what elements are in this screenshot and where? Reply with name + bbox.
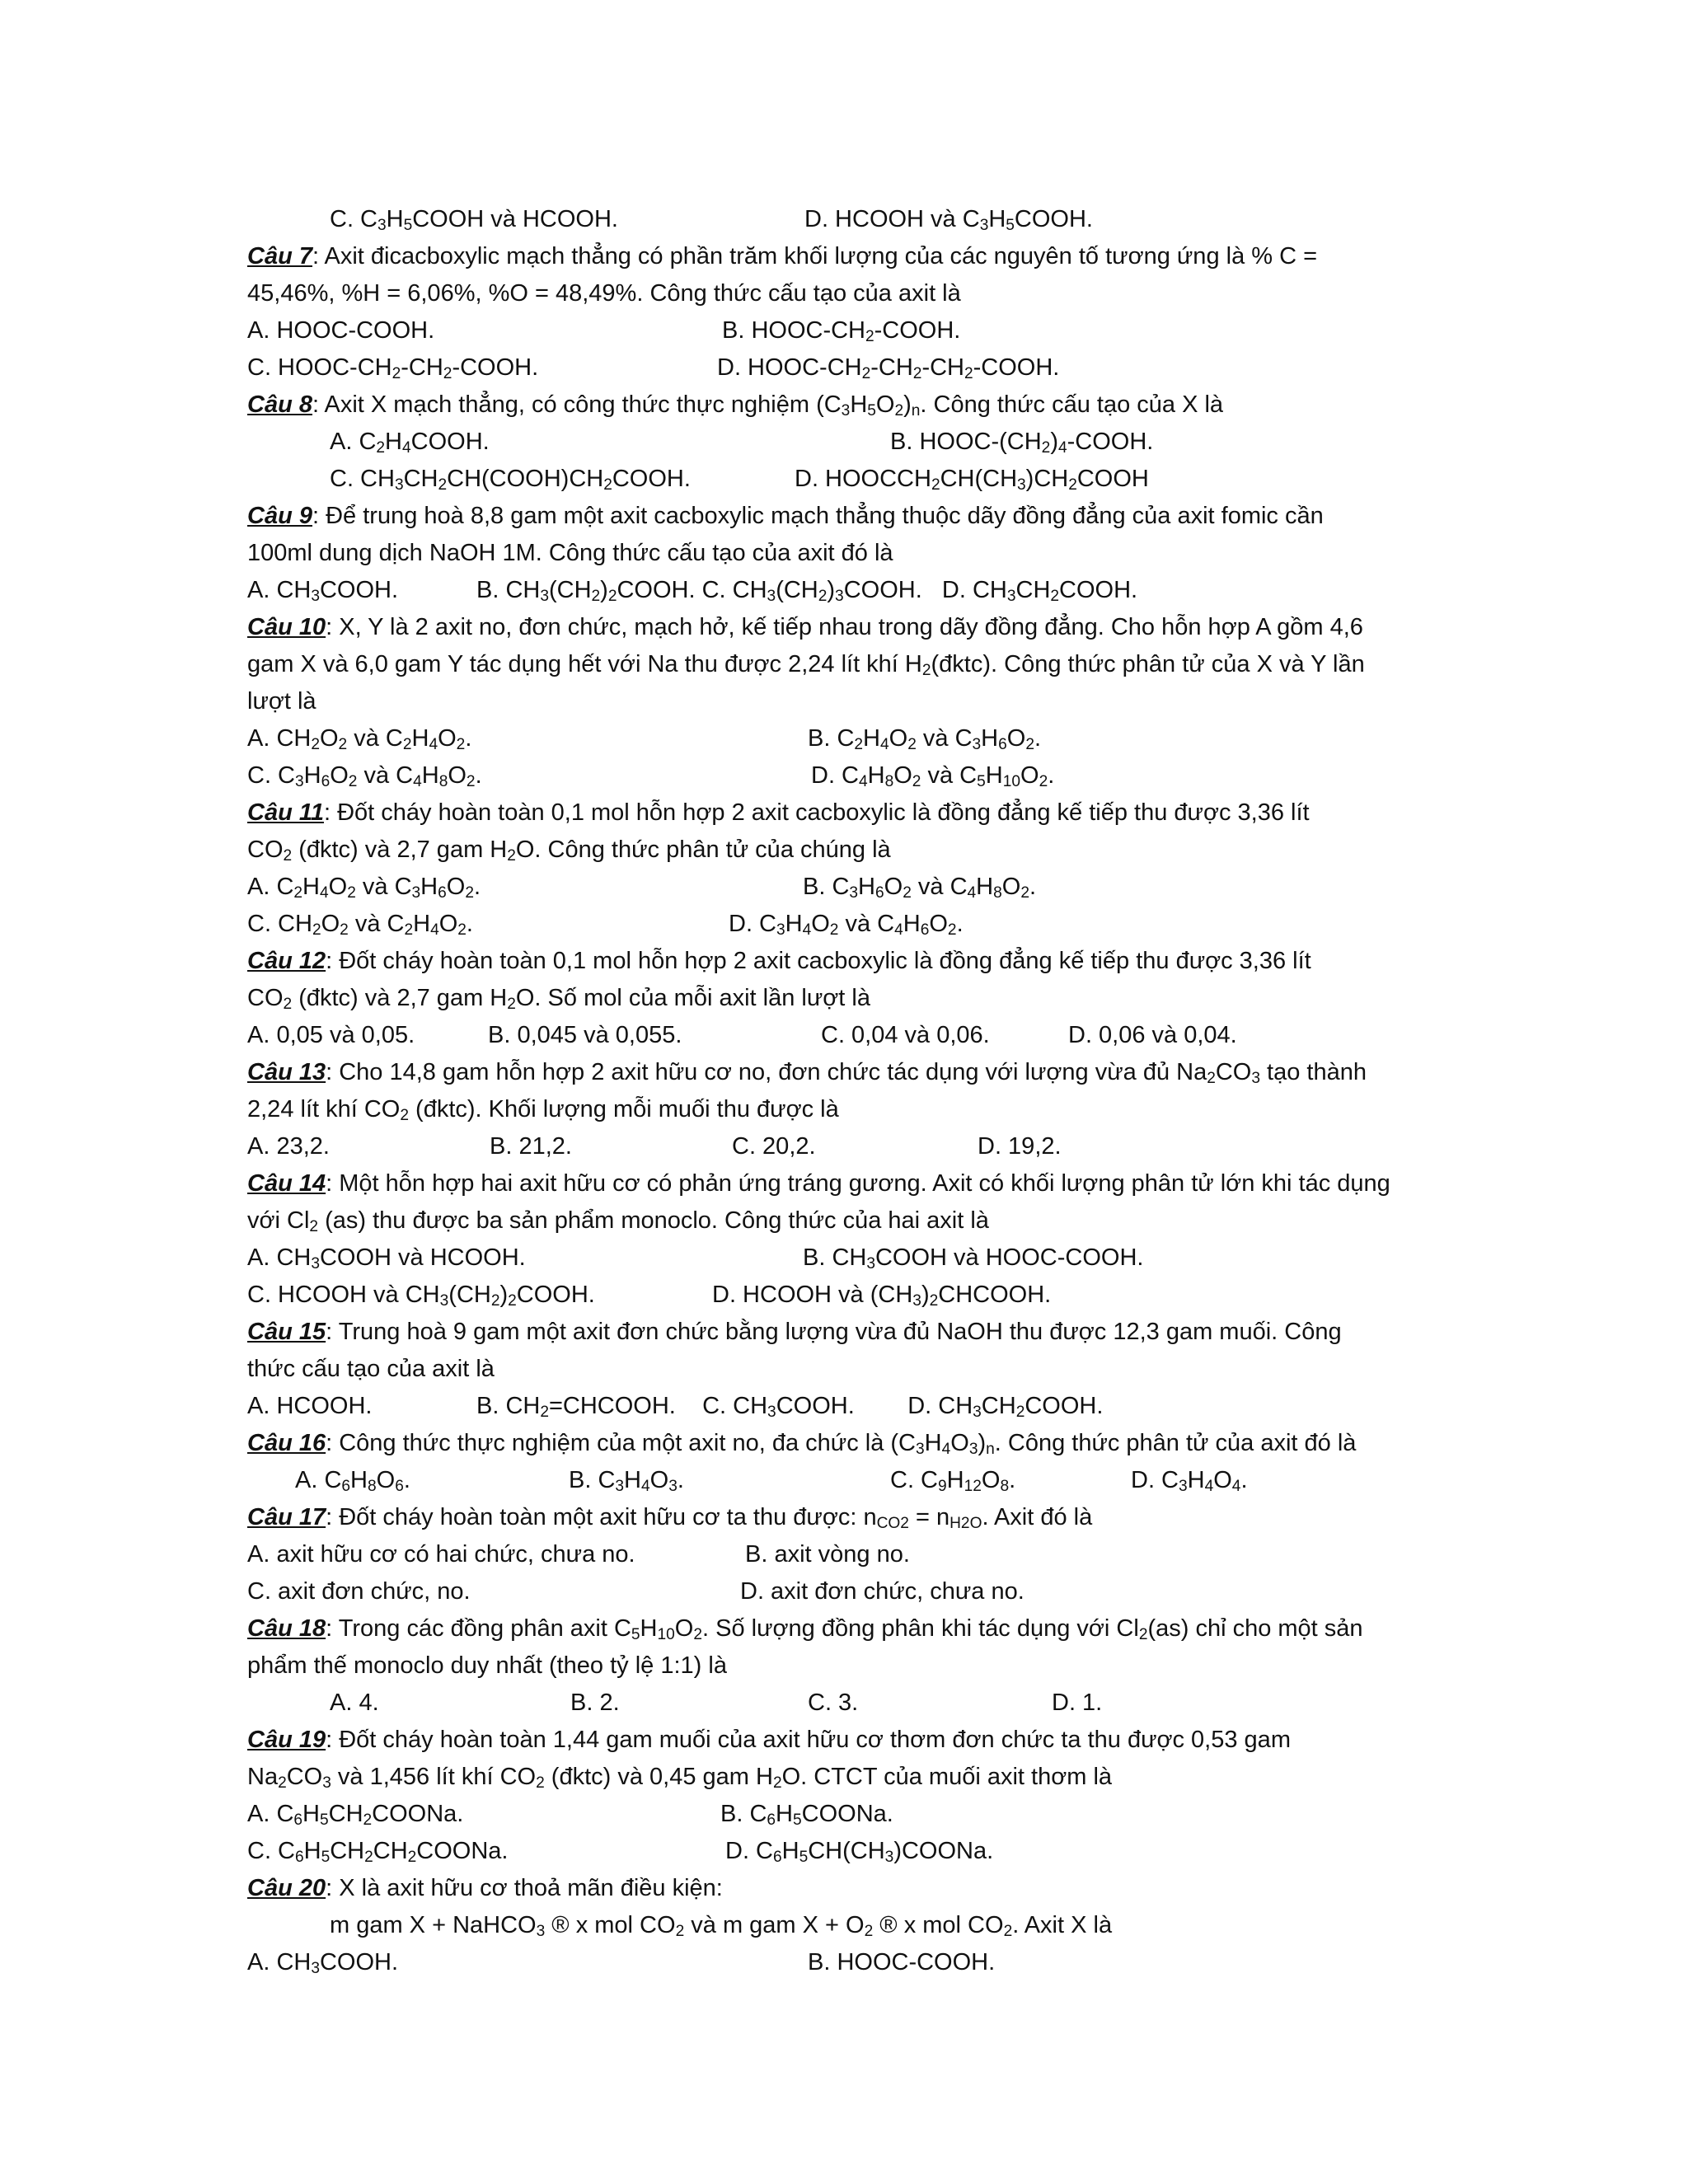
- text-segment: C. $CH_2O_2$ và $C_2H_4O_2$.: [247, 911, 473, 940]
- text-segment: C. 3.: [808, 1690, 859, 1716]
- text-segment: C. $C_3H_5COOH$ và HCOOH.: [330, 206, 618, 235]
- text-segment: C. axit đơn chức, no.: [247, 1578, 471, 1605]
- text-segment: Câu 8: Axit X mạch thẳng, có công thức thực nghiệm $(C_3H_5O_2)_n$. Công thức cấu tạo của X là: [247, 391, 1224, 420]
- text-segment: Câu 19: Đốt cháy hoàn toàn 1,44 gam muối của axit hữu cơ thơm đơn chức ta thu được 0,53 gam: [247, 1727, 1291, 1753]
- text-segment: 45,46%, %H = 6,06%, %O = 48,49%. Công thức cấu tạo của axit là: [247, 280, 961, 307]
- text-segment: Câu 18: Trong các đồng phân axit $C_5H_{10}O_2$. Số lượng đồng phân khi tác dụng với $Cl_2(as)$ chỉ cho một sản: [247, 1615, 1363, 1644]
- text-segment: D. HOOC-$CH_2-CH_2-CH_2$-COOH.: [717, 354, 1060, 383]
- text-segment: A. HCOOH.: [247, 1393, 373, 1419]
- text-segment: $Na_2CO_3$ và 1,456 lít khí $CO_2$ (đktc) và 0,45 gam $H_2O$. CTCT của muối axit thơm là: [247, 1764, 1113, 1793]
- text-segment: D. $HOOCCH_2CH(CH_3)CH_2COOH$: [795, 466, 1149, 494]
- text-segment: D. 1.: [1052, 1690, 1103, 1716]
- text-segment: C. HCOOH và $CH_3(CH_2)_2COOH$.: [247, 1282, 595, 1310]
- text-segment: thức cấu tạo của axit là: [247, 1356, 495, 1382]
- text-segment: B. $C_3H_6O_2$ và $C_4H_8O_2$.: [803, 874, 1037, 902]
- text-segment: C. $CH_3CH_2CH(COOH)CH_2COOH$.: [330, 466, 691, 494]
- text-segment: C. $C_9H_{12}O_8$.: [890, 1467, 1016, 1496]
- text-segment: B. $C_3H_4O_3$.: [569, 1467, 684, 1496]
- text-segment: B. HOOC-COOH.: [808, 1949, 996, 1975]
- text-segment: D. HCOOH và $C_3H_5COOH$.: [804, 206, 1093, 235]
- text-segment: A. HOOC-COOH.: [247, 317, 435, 344]
- text-segment: D. $C_4H_8O_2$ và $C_5H_{10}O_2$.: [811, 762, 1055, 791]
- text-segment: A. $C_6H_5CH_2COONa$.: [247, 1801, 464, 1830]
- text-segment: B. 21,2.: [490, 1133, 572, 1160]
- text-segment: Câu 17: Đốt cháy hoàn toàn một axit hữu cơ ta thu được: $n_{CO2} = n_{H2O}$. Axit đó là: [247, 1504, 1093, 1533]
- text-segment: B. 0,045 và 0,055.: [488, 1022, 682, 1048]
- text-segment: A. $C_2H_4O_2$ và $C_3H_6O_2$.: [247, 874, 481, 902]
- text-segment: A. $CH_3COOH$ và HCOOH.: [247, 1244, 526, 1273]
- text-segment: C. HOOC-$CH_2-CH_2$-COOH.: [247, 354, 539, 383]
- text-segment: m gam X + NaHCO$_3$ ® x mol $CO_2$ và m gam $X + O_2$ ® x mol $CO_2$. Axit X là: [330, 1912, 1113, 1941]
- text-segment: Câu 15: Trung hoà 9 gam một axit đơn chức bằng lượng vừa đủ NaOH thu được 12,3 gam muối. Công: [247, 1319, 1342, 1345]
- text-segment: B. 2.: [570, 1690, 620, 1716]
- text-segment: $CO_2$ (đktc) và 2,7 gam $H_2O$. Số mol của mỗi axit lần lượt là: [247, 985, 870, 1014]
- text-segment: B. $C_2H_4O_2$ và $C_3H_6O_2$.: [808, 725, 1042, 754]
- text-segment: Câu 13: Cho 14,8 gam hỗn hợp 2 axit hữu cơ no, đơn chức tác dụng với lượng vừa đủ $Na_2CO_3$ tạo thành: [247, 1059, 1367, 1088]
- text-segment: Câu 20: X là axit hữu cơ thoả mãn điều kiện:: [247, 1875, 723, 1901]
- text-segment: A. $C_6H_8O_6$.: [295, 1467, 410, 1496]
- text-segment: A. axit hữu cơ có hai chức, chưa no.: [247, 1541, 635, 1568]
- text-segment: Câu 10: X, Y là 2 axit no, đơn chức, mạch hở, kế tiếp nhau trong dãy đồng đẳng. Cho hỗn hợp A gồm 4,6: [247, 614, 1363, 640]
- text-segment: $CO_2$ (đktc) và 2,7 gam $H_2O$. Công thức phân tử của chúng là: [247, 837, 891, 865]
- text-segment: Câu 12: Đốt cháy hoàn toàn 0,1 mol hỗn hợp 2 axit cacboxylic là đồng đẳng kế tiếp thu được 3,36 lít: [247, 948, 1311, 974]
- text-segment: Câu 16: Công thức thực nghiệm của một axit no, đa chức là $(C_3H_4O_3)_n$. Công thức phân tử của axit đó là: [247, 1430, 1357, 1459]
- text-segment: C. 0,04 và 0,06.: [821, 1022, 990, 1048]
- text-segment: lượt là: [247, 688, 316, 715]
- text-segment: A. $CH_3COOH$.: [247, 1949, 399, 1978]
- text-segment: D. axit đơn chức, chưa no.: [740, 1578, 1025, 1605]
- text-segment: A. $CH_3COOH$.: [247, 577, 399, 606]
- text-segment: Câu 11: Đốt cháy hoàn toàn 0,1 mol hỗn hợp 2 axit cacboxylic là đồng đẳng kế tiếp thu được 3,36 lít: [247, 799, 1310, 826]
- text-segment: D. HCOOH và $(CH_3)_2CHCOOH$.: [712, 1282, 1052, 1310]
- text-segment: A. 4.: [330, 1690, 379, 1716]
- text-segment: B. HOOC-$(CH_2)_4$-COOH.: [890, 429, 1154, 457]
- text-segment: 100ml dung dịch NaOH 1M. Công thức cấu tạo của axit đó là: [247, 540, 893, 566]
- text-segment: B. HOOC-$CH_2$-COOH.: [722, 317, 961, 346]
- text-segment: gam X và 6,0 gam Y tác dụng hết với Na thu được 2,24 lít khí $H_2(đktc)$. Công thức phân tử của X và Y lần: [247, 651, 1365, 680]
- text-segment: C. $C_6H_5CH_2CH_2COONa$.: [247, 1838, 509, 1867]
- text-segment: với $Cl_2$ (as) thu được ba sản phẩm monoclo. Công thức của hai axit là: [247, 1207, 989, 1236]
- text-segment: B. $CH_3COOH$ và HOOC-COOH.: [803, 1244, 1144, 1273]
- text-segment: B. $C_6H_5COONa$.: [720, 1801, 893, 1830]
- text-segment: B. $CH_2=CHCOOH$. C. $CH_3COOH$. D. $CH_3CH_2COOH$.: [476, 1393, 1104, 1422]
- text-segment: Câu 9: Để trung hoà 8,8 gam một axit cacboxylic mạch thẳng thuộc dãy đồng đẳng của axit fomic cần: [247, 503, 1324, 529]
- text-segment: D. $C_3H_4O_2$ và $C_4H_6O_2$.: [729, 911, 964, 940]
- text-segment: D. $C_3H_4O_4$.: [1131, 1467, 1248, 1496]
- text-segment: D. 0,06 và 0,04.: [1068, 1022, 1237, 1048]
- text-segment: A. 23,2.: [247, 1133, 330, 1160]
- text-segment: Câu 14: Một hỗn hợp hai axit hữu cơ có phản ứng tráng gương. Axit có khối lượng phân tử lớn khi tác dụng: [247, 1170, 1390, 1197]
- text-segment: A. $C_2H_4COOH$.: [330, 429, 490, 457]
- text-segment: D. $C_6H_5CH(CH_3)COONa$.: [725, 1838, 994, 1867]
- text-segment: D. 19,2.: [978, 1133, 1062, 1160]
- text-segment: C. $C_3H_6O_2$ và $C_4H_8O_2$.: [247, 762, 482, 791]
- text-segment: A. $CH_2O_2$ và $C_2H_4O_2$.: [247, 725, 472, 754]
- text-segment: 2,24 lít khí $CO_2$ (đktc). Khối lượng mỗi muối thu được là: [247, 1096, 839, 1125]
- text-segment: phẩm thế monoclo duy nhất (theo tỷ lệ 1:1) là: [247, 1652, 727, 1679]
- text-segment: B. $CH_3(CH_2)_2COOH$. C. $CH_3(CH_2)_3COOH$. D. $CH_3CH_2COOH$.: [476, 577, 1138, 606]
- text-segment: Câu 7: Axit đicacboxylic mạch thẳng có phần trăm khối lượng của các nguyên tố tương ứng là % C =: [247, 243, 1318, 269]
- text-segment: B. axit vòng no.: [745, 1541, 910, 1568]
- text-segment: C. 20,2.: [732, 1133, 816, 1160]
- text-segment: A. 0,05 và 0,05.: [247, 1022, 415, 1048]
